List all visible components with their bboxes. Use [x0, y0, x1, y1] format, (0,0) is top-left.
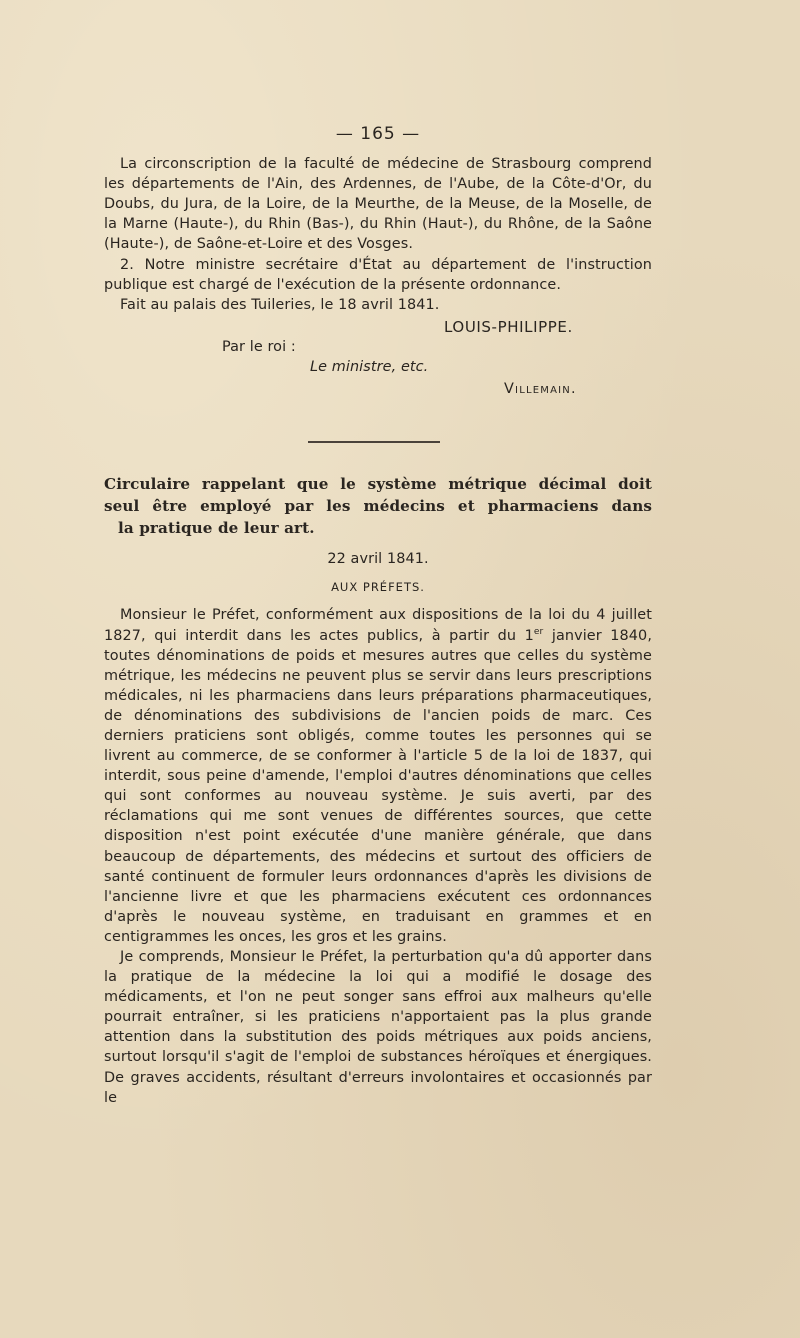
circular-title	[104, 473, 652, 539]
intro-paragraph-2: 2. Notre ministre secrétaire d'État au département de l'instruction publique est chargé de l'exécution de la présente ordonnance.	[104, 256, 652, 293]
circular-paragraph-1-end: janvier 1840, toutes dénominations de poids et mesures autres que celles du système métrique, les médecins ne peuvent plus se servir dans leurs prescriptions médicales, ni les pharmaciens dans leurs préparations pharmaceutiques, de dénominations des subdivisions de l'ancien poids de marc. Ces derniers praticiens sont obligés, comme toutes les personnes qui se livrent au commerce, de se conformer à l'article 5 de la loi de 1837, qui interdit, sous peine d'amende, l'emploi d'autres dénominations que celles qui sont conformes au nouveau système. Je suis averti, par des réclamations qui me sont venues de différentes sources, que cette disposition n'est point exécutée d'une manière générale, que dans beaucoup de départements, des médecins et surtout des officiers de santé continuent de formuler leurs ordonnances d'après les divisions de l'ancienne livre et que les pharmaciens exécutent ces ordonnances d'après le nouveau système, en traduisant en grammes et en centigrammes les onces, les gros et les grains.	[104, 627, 652, 945]
ordinal-superscript: er	[533, 626, 544, 637]
circular-addressee: AUX PRÉFETS.	[331, 580, 425, 595]
par-le-roi: Par le roi :	[222, 338, 296, 355]
document-page	[104, 124, 652, 1108]
circular-paragraph-2: Je comprends, Monsieur le Préfet, la perturbation qu'a dû apporter dans la pratique de la médecine la loi qui a modifié le dosage des médicaments, et l'on ne peut songer sans effroi aux malheurs qu'elle pourrait entraîner, si les praticiens n'apportaient pas la plus grande attention dans la substitution des poids métriques aux poids anciens, surtout lorsqu'il s'agit de l'emploi de substances héroïques et énergiques. De graves accidents, résultant d'erreurs involontaires et occasionnés par le	[104, 949, 652, 1106]
le-ministre: Le ministre, etc.	[310, 359, 429, 376]
intro-paragraph-3: Fait au palais des Tuileries, le 18 avril 1841.	[120, 296, 440, 313]
page-number: — 165 —	[335, 124, 421, 144]
circular-title-line-2: seul être employé par les médecins et pharmaciens dans	[104, 497, 652, 516]
intro-paragraph-1: La circonscription de la faculté de médecine de Strasbourg comprend les départements de l'Ain, des Ardennes, de l'Aube, de la Côte-d'Or, du Doubs, du Jura, de la Loire, de la Meurthe, de la Meuse, de la Moselle, de la Marne (Haute-), du Rhin (Bas-), du Rhin (Haut-), du Rhône, de la Saône (Haute-), de Saône-et-Loire et des Vosges.	[104, 156, 652, 253]
section-divider	[308, 441, 440, 443]
circular-title-line-1: Circulaire rappelant que le système métrique décimal doit	[104, 475, 652, 494]
circular-paragraph-1	[104, 605, 652, 947]
king-signature: LOUIS-PHILIPPE.	[444, 317, 573, 336]
circular-date: 22 avril 1841.	[327, 551, 429, 568]
circular-title-line-3: la pratique de leur art.	[118, 519, 315, 538]
circular-paragraph-1-start: Monsieur le Préfet, conformément aux dispositions de la loi du 4 juillet 1827, qui interdit dans les actes publics, à partir du 1	[104, 607, 652, 644]
minister-name: Villemain.	[504, 381, 577, 398]
